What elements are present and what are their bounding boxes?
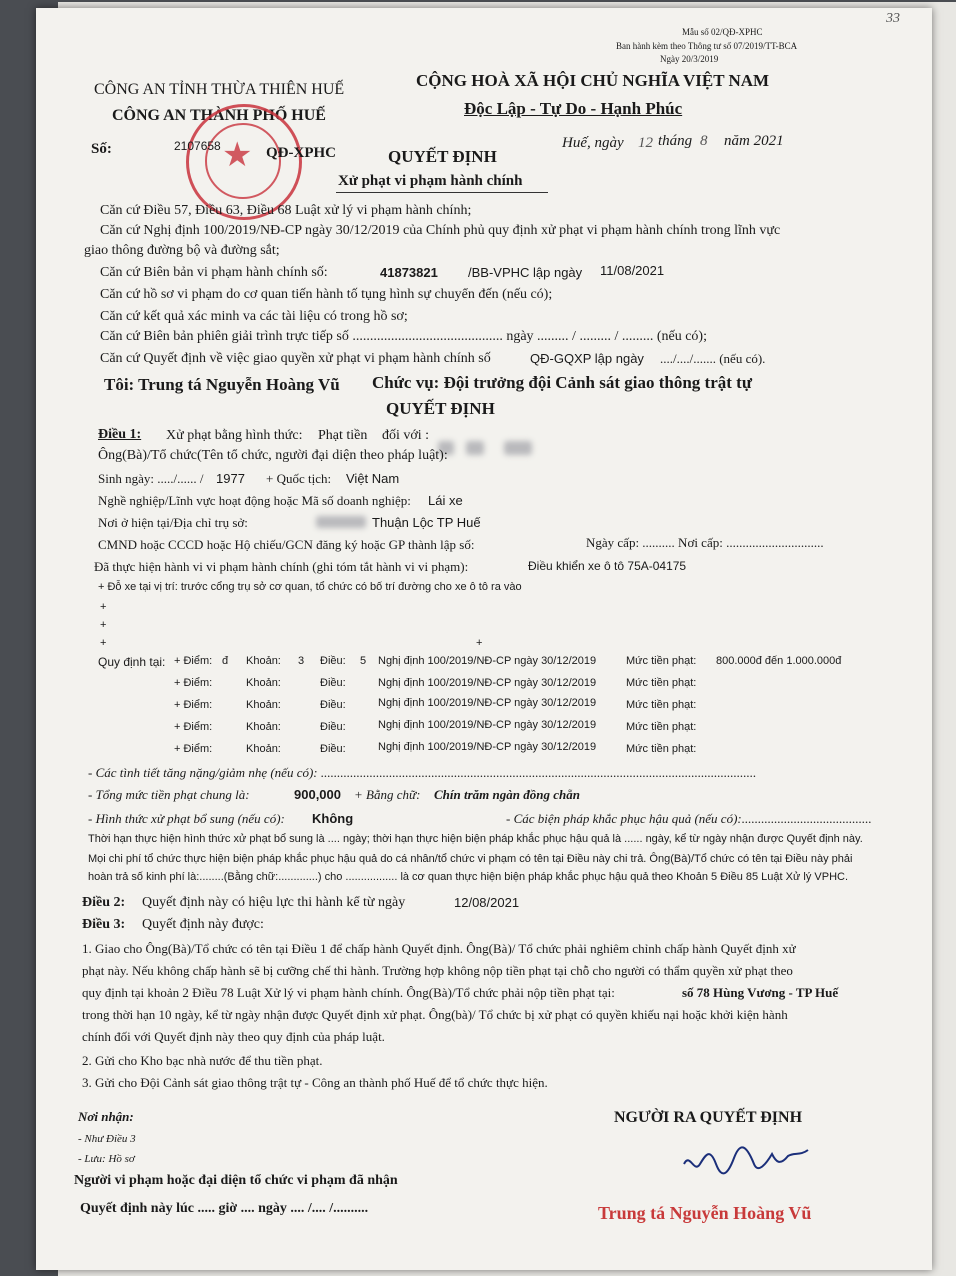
khoan-label: Khoản: bbox=[246, 655, 281, 667]
dieu1-head: Điều 1: bbox=[98, 427, 142, 442]
recipients-heading: Nơi nhận: bbox=[78, 1109, 134, 1124]
date-month: 8 bbox=[700, 133, 708, 149]
diem-label: + Điểm: bbox=[174, 699, 213, 711]
dieu3-p2: phạt này. Nếu không chấp hành sẽ bị cưỡng chế thi hành. Trường hợp không nộp tiền phạt tại chỗ cho người có thẩm quyền xử phạt theo bbox=[82, 963, 793, 978]
dieu-value: 5 bbox=[360, 655, 367, 667]
diem-value: đ bbox=[222, 655, 229, 667]
khoan-value: 3 bbox=[298, 655, 305, 667]
dieu-label: Điều: bbox=[320, 699, 346, 711]
nation-title: CỘNG HOÀ XÃ HỘI CHỦ NGHĨA VIỆT NAM bbox=[416, 71, 770, 90]
additional-label: - Hình thức xử phạt bổ sung (nếu có): bbox=[88, 811, 285, 826]
dieu1-person: Ông(Bà)/Tổ chức(Tên tổ chức, người đại diện theo pháp luật): bbox=[98, 448, 448, 463]
bb-suffix: /BB-VPHC lập ngày bbox=[468, 265, 583, 280]
note-1: Thời hạn thực hiện hình thức xử phạt bổ sung là .... ngày; thời hạn thực hiện biện pháp khắc phục hậu quả là ...... ngày, kể từ ngày nhận được Quyết định này. bbox=[88, 833, 863, 845]
dieu3-p3: quy định tại khoản 2 Điều 78 Luật Xử lý vi phạm hành chính. Ông(Bà)/Tổ chức phải nộp tiền phạt tại: bbox=[82, 985, 615, 1000]
dieu3-p7: 3. Gửi cho Đội Cảnh sát giao thông trật tự - Công an thành phố Huế để tổ chức thực hiện. bbox=[82, 1075, 548, 1090]
so-label: Số: bbox=[91, 141, 112, 157]
bb-number: 41873821 bbox=[380, 265, 438, 280]
basis-8: Căn cứ Quyết định về việc giao quyền xử phạt vi phạm hành chính số bbox=[100, 351, 491, 366]
fine-value: 800.000đ đến 1.000.000đ bbox=[716, 655, 842, 667]
form-issued-by: Ban hành kèm theo Thông tư số 07/2019/TT-BCA bbox=[616, 41, 798, 51]
plus-2: + bbox=[100, 619, 107, 631]
bb-date: 11/08/2021 bbox=[600, 263, 665, 278]
id-issue: Ngày cấp: .......... Nơi cấp: .............................. bbox=[586, 535, 824, 550]
note-3: hoàn trả số kinh phí là:........(Bằng chữ:.............) cho ................. là cơ quan thực hiện biện pháp khắc phục hậu quả theo Khoản 5 Điều 85 Luật Xử lý VPHC. bbox=[88, 871, 849, 883]
recipient-2: - Lưu: Hồ sơ bbox=[78, 1153, 135, 1165]
id-label: CMND hoặc CCCD hoặc Hộ chiếu/GCN đăng ký hoặc GP thành lập số: bbox=[98, 537, 475, 552]
plus-3: + bbox=[100, 637, 107, 649]
basis-8-date: ..../..../....... (nếu có). bbox=[660, 351, 766, 366]
officer-name: Tôi: Trung tá Nguyễn Hoàng Vũ bbox=[104, 375, 340, 394]
additional-value: Không bbox=[312, 811, 354, 826]
nationality-value: Việt Nam bbox=[346, 471, 400, 486]
decree-ref: Nghị định 100/2019/NĐ-CP ngày 30/12/2019 bbox=[378, 697, 597, 709]
violation-label: Đã thực hiện hành vi vi phạm hành chính (ghi tóm tắt hành vi vi phạm): bbox=[94, 559, 469, 574]
khoan-label: Khoản: bbox=[246, 743, 281, 755]
note-2: Mọi chi phí tổ chức thực hiện biện pháp khắc phục hậu quả do cá nhân/tổ chức vi phạm có tên tại Điều này chi trả. Ông(Bà)/Tổ chức có tên tại Điều này phải bbox=[88, 853, 853, 865]
doc-title: QUYẾT ĐỊNH bbox=[388, 147, 497, 166]
dieu1-penalty: Phạt tiền bbox=[318, 428, 368, 443]
decision-number: 2107658 bbox=[174, 139, 221, 153]
decree-ref: Nghị định 100/2019/NĐ-CP ngày 30/12/2019 bbox=[378, 677, 597, 689]
dob-year: 1977 bbox=[216, 471, 245, 486]
doc-subtitle: Xử phạt vi phạm hành chính bbox=[338, 173, 523, 189]
occupation-label: Nghề nghiệp/Lĩnh vực hoạt động hoặc Mã số doanh nghiệp: bbox=[98, 493, 411, 508]
recipient-1: - Như Điều 3 bbox=[78, 1133, 136, 1145]
khoan-label: Khoản: bbox=[246, 721, 281, 733]
org-line2: CÔNG AN THÀNH PHỐ HUẾ bbox=[112, 107, 326, 124]
signature bbox=[676, 1134, 816, 1184]
decision-maker-title: NGƯỜI RA QUYẾT ĐỊNH bbox=[614, 1109, 803, 1126]
page-number: 33 bbox=[886, 11, 900, 26]
fine-label: Mức tiền phạt: bbox=[626, 721, 697, 733]
regulation-label: Quy định tại: bbox=[98, 655, 166, 669]
words-label: + Bằng chữ: bbox=[354, 787, 421, 802]
dieu3-p6: 2. Gửi cho Kho bạc nhà nước để thu tiền phạt. bbox=[82, 1053, 323, 1068]
violation-detail: + Đỗ xe tại vị trí: trước cổng trụ sở cơ quan, tổ chức có bố trí đường cho xe ô tô ra vào bbox=[98, 581, 522, 593]
dieu-label: Điều: bbox=[320, 677, 346, 689]
address-label: Nơi ở hiện tại/Địa chỉ trụ sở: bbox=[98, 515, 248, 530]
fine-label: Mức tiền phạt: bbox=[626, 743, 697, 755]
dieu-label: Điều: bbox=[320, 655, 346, 667]
dieu3-p5: chính đối với Quyết định này theo quy định của pháp luật. bbox=[82, 1029, 385, 1044]
decision-suffix: QĐ-XPHC bbox=[266, 145, 336, 161]
basis-3: giao thông đường bộ và đường sắt; bbox=[84, 243, 280, 258]
decree-ref: Nghị định 100/2019/NĐ-CP ngày 30/12/2019 bbox=[378, 741, 597, 753]
basis-8-qd: QĐ-GQXP lập ngày bbox=[530, 351, 644, 366]
basis-5: Căn cứ hồ sơ vi phạm do cơ quan tiến hành tố tụng hình sự chuyển đến (nếu có); bbox=[100, 287, 553, 302]
plus-1: + bbox=[100, 601, 107, 613]
diem-label: + Điểm: bbox=[174, 677, 213, 689]
violator-received: Người vi phạm hoặc đại diện tổ chức vi phạm đã nhận bbox=[74, 1173, 398, 1188]
basis-7: Căn cứ Biên bản phiên giải trình trực tiếp số ........................................... ngày ......... / ......... / ......... (nếu có); bbox=[100, 329, 707, 344]
org-line1: CÔNG AN TỈNH THỪA THIÊN HUẾ bbox=[94, 81, 345, 98]
dieu3-p1: 1. Giao cho Ông(Bà)/Tổ chức có tên tại Điều 1 để chấp hành Quyết định. Ông(Bà)/ Tổ chức phải nghiêm chỉnh chấp hành Quyết định xử bbox=[82, 941, 796, 956]
occupation-value: Lái xe bbox=[428, 493, 463, 508]
dieu2-head: Điều 2: bbox=[82, 895, 126, 910]
words-value: Chín trăm ngàn đồng chẵn bbox=[434, 787, 580, 802]
fine-label: Mức tiền phạt: bbox=[626, 677, 697, 689]
fine-label: Mức tiền phạt: bbox=[626, 655, 697, 667]
remedial-label: - Các biện pháp khắc phục hậu quả (nếu có):........................................ bbox=[506, 811, 872, 826]
total-label: - Tổng mức tiền phạt chung là: bbox=[88, 787, 250, 802]
diem-label: + Điểm: bbox=[174, 655, 213, 667]
violation-value: Điều khiển xe ô tô 75A-04175 bbox=[528, 559, 687, 573]
total-value: 900,000 bbox=[294, 787, 341, 802]
form-date: Ngày 20/3/2019 bbox=[660, 54, 719, 64]
nationality-label: + Quốc tịch: bbox=[266, 471, 332, 486]
fine-label: Mức tiền phạt: bbox=[626, 699, 697, 711]
payment-location: số 78 Hùng Vương - TP Huế bbox=[682, 985, 839, 1000]
received-time: Quyết định này lúc ..... giờ .... ngày .... /.... /.......... bbox=[80, 1201, 369, 1216]
date-year: năm 2021 bbox=[724, 133, 784, 149]
redacted-address bbox=[316, 516, 366, 528]
address-value: Thuận Lộc TP Huế bbox=[372, 515, 481, 530]
date-day: 12 bbox=[638, 135, 653, 151]
basis-4: Căn cứ Biên bản vi phạm hành chính số: bbox=[100, 265, 328, 280]
dieu3-text: Quyết định này được: bbox=[142, 917, 264, 932]
date-place: Huế, ngày bbox=[562, 135, 624, 151]
diem-label: + Điểm: bbox=[174, 743, 213, 755]
dieu-label: Điều: bbox=[320, 743, 346, 755]
khoan-label: Khoản: bbox=[246, 677, 281, 689]
nation-motto: Độc Lập - Tự Do - Hạnh Phúc bbox=[464, 99, 683, 118]
signer-name: Trung tá Nguyễn Hoàng Vũ bbox=[598, 1203, 812, 1223]
subtitle-underline bbox=[336, 192, 548, 193]
officer-position: Chức vụ: Đội trưởng đội Cảnh sát giao thông trật tự bbox=[372, 373, 753, 392]
decree-ref: Nghị định 100/2019/NĐ-CP ngày 30/12/2019 bbox=[378, 655, 597, 667]
diem-label: + Điểm: bbox=[174, 721, 213, 733]
decision-heading: QUYẾT ĐỊNH bbox=[386, 399, 495, 418]
circumstances: - Các tình tiết tăng nặng/giảm nhẹ (nếu có): ...................................................................................................................................... bbox=[88, 765, 757, 780]
basis-6: Căn cứ kết quả xác minh va các tài liệu có trong hồ sơ; bbox=[100, 309, 408, 324]
dieu2-text: Quyết định này có hiệu lực thi hành kể từ ngày bbox=[142, 895, 406, 910]
date-thang: tháng bbox=[658, 133, 693, 149]
redacted-name-2 bbox=[466, 441, 484, 455]
plus-4: + bbox=[476, 637, 483, 649]
dieu-label: Điều: bbox=[320, 721, 346, 733]
red-seal-stamp: ★ bbox=[186, 104, 302, 220]
dob-label: Sinh ngày: ...../...... / bbox=[98, 471, 204, 486]
khoan-label: Khoản: bbox=[246, 699, 281, 711]
basis-1: Căn cứ Điều 57, Điều 63, Điều 68 Luật xử lý vi phạm hành chính; bbox=[100, 203, 472, 218]
dieu1-form: Xử phạt bằng hình thức: bbox=[166, 428, 303, 443]
dieu3-head: Điều 3: bbox=[82, 917, 126, 932]
basis-2: Căn cứ Nghị định 100/2019/NĐ-CP ngày 30/12/2019 của Chính phủ quy định xử phạt vi phạm hành chính trong lĩnh vực bbox=[100, 223, 781, 238]
decree-ref: Nghị định 100/2019/NĐ-CP ngày 30/12/2019 bbox=[378, 719, 597, 731]
dieu3-p4: trong thời hạn 10 ngày, kể từ ngày nhận được Quyết định xử phạt. Ông(bà)/ Tổ chức bị xử phạt có quyền khiếu nại hoặc khởi kiện hành bbox=[82, 1007, 788, 1022]
form-code: Mẫu số 02/QĐ-XPHC bbox=[682, 27, 763, 37]
dieu1-against: đối với : bbox=[382, 428, 430, 443]
dieu2-date: 12/08/2021 bbox=[454, 895, 520, 910]
document-page bbox=[36, 8, 932, 1270]
redacted-name-3 bbox=[504, 441, 532, 455]
